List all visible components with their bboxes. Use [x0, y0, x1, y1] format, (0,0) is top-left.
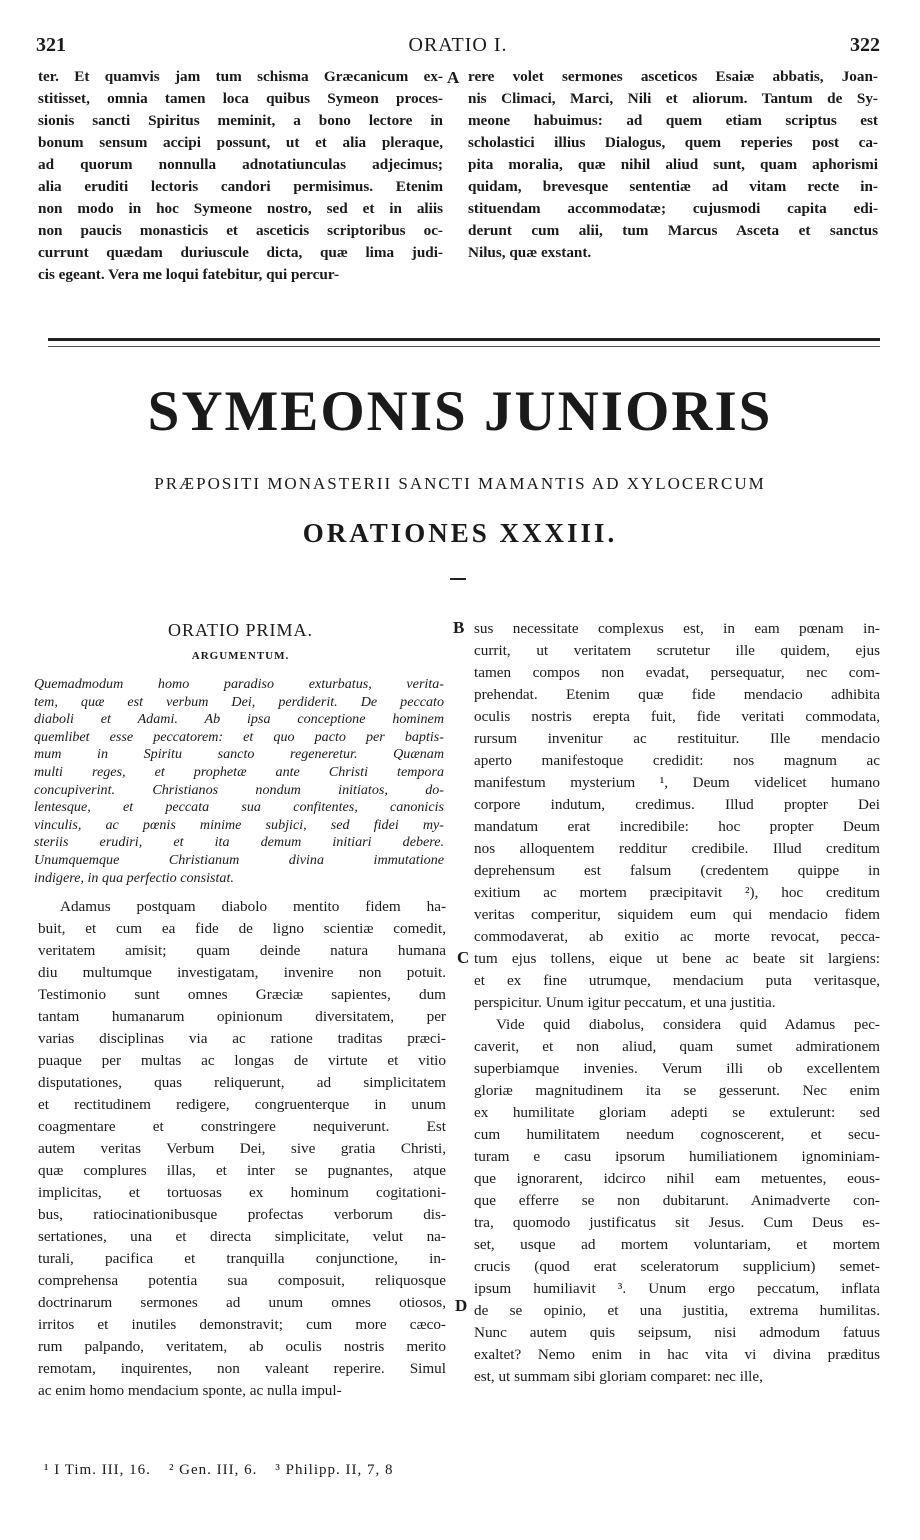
argumentum-line: quemlibet esse peccatorem: et quo pacto per baptis-: [34, 728, 444, 745]
text-line: veritas comperitur, siquidem eum qui mendacio fidem: [474, 906, 880, 923]
footnote: ¹ I Tim. III, 16.: [44, 1462, 151, 1478]
text-line: et rectitudinem redigere, congruenterque in unum: [38, 1096, 446, 1113]
text-line: exitium ac mortem præcipitavit ²), hoc creditum: [474, 884, 880, 901]
text-line: ac enim homo mendacium sponte, ac nulla impul-: [38, 1382, 342, 1399]
text-line: stituendam accommodatæ; cujusmodi capita edi-: [468, 200, 878, 217]
text-line: pita moralia, quæ nihil aliud sunt, quam aphorismi: [468, 156, 878, 173]
text-line: ex humilitate gloriam adepti se extulerunt: sed: [474, 1104, 880, 1121]
text-line: meone habuimus: ad quem etiam scriptus est: [468, 112, 878, 129]
text-line: currunt quædam duriuscule dicta, quæ lima judi-: [38, 244, 443, 261]
text-line: disputationes, quas reliquerunt, ad simplicitatem: [38, 1074, 446, 1091]
text-line: stitisset, omnia tamen loca quibus Symeon proces-: [38, 90, 443, 107]
oratio-heading: ORATIO PRIMA.: [167, 620, 313, 640]
margin-letter-c: C: [457, 948, 470, 967]
argumentum-line: diaboli et Adami. Ab ipsa conceptione hominem: [34, 711, 444, 728]
text-line: gloriæ magnitudinem ita se gesserunt. Nec enim: [474, 1082, 880, 1099]
text-line: Nilus, quæ exstant.: [468, 244, 592, 261]
argumentum-line: steriis erudiri, et ita demum initiari debere.: [34, 834, 444, 851]
text-line: puaque per multas ac longas de virtute et vitio: [38, 1052, 446, 1069]
text-line: Adamus postquam diabolo mentito fidem ha-: [60, 898, 446, 915]
text-line: turam e casu ipsorum humiliationem ignominiam-: [474, 1148, 880, 1165]
text-line: currit, ut veritatem scrutetur ille quidem, ejus: [474, 642, 880, 659]
text-line: crucis (quod erat sceleratorum supplicium) semet-: [474, 1258, 880, 1275]
text-line: Vide quid diabolus, considera quid Adamus pec-: [496, 1016, 880, 1033]
text-line: nos alloquentem redditur credibile. Illud creditum: [474, 840, 880, 857]
text-line: que ignorarent, idcirco nihil eam metuentes, eous-: [474, 1170, 880, 1187]
text-line: diu multumque investigatam, invenire non potuit.: [38, 964, 446, 981]
text-line: tamen compos non evadat, persequatur, nec com-: [474, 664, 880, 681]
text-line: irritos et inutiles demonstravit; cum more cæco-: [38, 1316, 446, 1333]
argumentum-line: vinculis, ac pœnis minime subjici, sed fidei my-: [34, 816, 444, 833]
margin-letter-a: A: [447, 68, 460, 87]
text-line: Testimonio sunt omnes Græciæ sapientes, dum: [38, 986, 446, 1003]
argumentum-label: ARGUMENTUM.: [191, 650, 290, 662]
text-line: quæ complures illas, et inter se pugnantes, atque: [38, 1162, 446, 1179]
text-line: remotam, inquirentes, non valeant reperire. Simul: [38, 1360, 446, 1377]
text-line: turali, pacifica et tranquilla conjunctione, in-: [38, 1250, 446, 1267]
left-body-column: [38, 896, 446, 1402]
margin-letter-d: D: [455, 1296, 468, 1315]
text-line: alia eruditi lectoris candori permisimus. Etenim: [38, 178, 443, 195]
text-line: commodaverat, ab exitio ac morte revocat, pecca-: [474, 928, 880, 945]
text-line: non paucis monasticis et asceticis scriptoribus oc-: [38, 222, 443, 239]
subtitle: PRÆPOSITI MONASTERII SANCTI MAMANTIS AD XYLOCERCUM: [154, 474, 766, 493]
text-line: sionis sancti Spiritus meminit, a bono lectore in: [38, 112, 443, 129]
short-divider: [450, 578, 466, 580]
text-line: implicitas, et tortuosas ex hominum cogitationi-: [38, 1184, 446, 1201]
text-line: mandatum erat incredibile: hoc propter Deum: [474, 818, 880, 835]
argumentum-line: Unumquemque Christianum divina immutatione: [34, 851, 444, 868]
text-line: ad quorum nonnulla adnotatiunculas adjecimus;: [38, 156, 443, 173]
text-line: Nunc autem quis seipsum, nisi admodum fatuus: [474, 1324, 880, 1341]
top-left-column: [38, 66, 443, 286]
text-line: doctrinarum sermones ad unum omnes otiosos,: [38, 1294, 446, 1311]
text-line: aperto manifestoque credidit: nos magnum ac: [474, 752, 880, 769]
text-line: veritatem amisit; quam deinde natura humana: [38, 942, 446, 959]
text-line: coagmentare et constringere nequiverunt. Est: [38, 1118, 446, 1135]
section-divider: [48, 338, 880, 347]
text-line: tum ejus tollens, eique ut bene ac beate sit largiens:: [474, 950, 880, 967]
argumentum-text: [34, 676, 444, 887]
text-line: ipsum humiliavit ³. Unum ergo peccatum, inflata: [474, 1280, 880, 1297]
argumentum-line: tem, quæ est verbum Dei, perdiderit. De peccato: [34, 693, 444, 710]
left-page-number: 321: [36, 34, 66, 56]
text-line: tra, quomodo justificatus sit Jesus. Cum Deus es-: [474, 1214, 880, 1231]
running-title: ORATIO I.: [408, 34, 508, 56]
text-line: derunt cum alii, tum Marcus Asceta et sanctus: [468, 222, 878, 239]
text-line: rum palpando, veritatem, ab oculis nostris merito: [38, 1338, 446, 1355]
text-line: perspicitur. Unum igitur peccatum, et una justitia.: [474, 994, 776, 1011]
argumentum-line: indigere, in qua perfectio consistat.: [34, 869, 234, 886]
text-line: cum humilitatem needum cognoscerent, et secu-: [474, 1126, 880, 1143]
footnote: ³ Philipp. II, 7, 8: [275, 1462, 394, 1478]
text-line: oculis nostris erepta fuit, fide veritati commodata,: [474, 708, 880, 725]
text-line: autem veritas Verbum Dei, sive gratia Christi,: [38, 1140, 446, 1157]
text-line: comprehensa potentia sua composuit, reliquosque: [38, 1272, 446, 1289]
text-line: et ex fine utrumque, mendacium puta veritasque,: [474, 972, 880, 989]
text-line: tantam humanarum opinionum diversitatem, per: [38, 1008, 446, 1025]
text-line: buit, et cum ea fide de ligno scientiæ comedit,: [38, 920, 446, 937]
text-line: ter. Et quamvis jam tum schisma Græcanicum ex-: [38, 68, 443, 85]
running-header: [36, 34, 880, 60]
text-line: prehendat. Etenim quæ fide mendacio adhibita: [474, 686, 880, 703]
argumentum-line: mum in Spiritu sancto regeneretur. Quænam: [34, 746, 444, 763]
text-line: superbiamque invenies. Verum illi ob excellentem: [474, 1060, 880, 1077]
text-line: sus necessitate complexus est, in eam pœnam in-: [474, 620, 880, 637]
argumentum-line: lentesque, et peccata sua confitentes, canonicis: [34, 799, 444, 816]
text-line: deprehensum est falsum (credentem quippe in: [474, 862, 880, 879]
text-line: de se opinio, et una justitia, extrema humilitas.: [474, 1302, 880, 1319]
text-line: set, usque ad mortem voluntariam, et mortem: [474, 1236, 880, 1253]
right-page-number: 322: [850, 34, 880, 56]
text-line: scholastici illius Dialogus, quem reperies post ca-: [468, 134, 878, 151]
text-line: rursum invenitur ac restituitur. Ille mendacio: [474, 730, 880, 747]
text-line: cis egeant. Vera me loqui fatebitur, qui percur-: [38, 266, 340, 283]
argumentum-line: Quemadmodum homo paradiso exturbatus, verita-: [34, 676, 444, 692]
text-line: manifestum mysterium ¹, Deum videlicet humano: [474, 774, 880, 791]
margin-letter-b: B: [453, 618, 465, 637]
top-right-column: [468, 66, 878, 264]
text-line: nis Climaci, Marci, Nili et aliorum. Tantum de Sy-: [468, 90, 878, 107]
text-line: bonum sensum accipi possunt, ut et alia pleraque,: [38, 134, 443, 151]
text-line: corpore indutum, credimus. Illud propter Dei: [474, 796, 880, 813]
text-line: est, ut summam sibi gloriam comparet: nec ille,: [474, 1368, 763, 1385]
footnotes: [44, 1462, 412, 1479]
text-line: non modo in hoc Symeone nostro, sed et in aliis: [38, 200, 443, 217]
argumentum-line: concupiverint. Christianos nondum initiatos, do-: [34, 781, 444, 798]
text-line: que efferre se non dubitarunt. Animadverte con-: [474, 1192, 880, 1209]
text-line: caverit, et non aliud, quam sumet admirationem: [474, 1038, 880, 1055]
text-line: varias disciplinas via ac ratione traditas præci-: [38, 1030, 446, 1047]
text-line: quidam, brevesque sententiæ ad vitam recte in-: [468, 178, 878, 195]
footnote: ² Gen. III, 6.: [168, 1462, 258, 1478]
text-line: rere volet sermones asceticos Esaiæ abbatis, Joan-: [468, 68, 878, 85]
argumentum-line: multi reges, et prophetæ ante Christi tempora: [34, 763, 444, 780]
orationes-title: ORATIONES XXXIII.: [302, 518, 618, 548]
text-line: bus, ratiocinationibusque profectas verborum dis-: [38, 1206, 446, 1223]
text-line: exaltet? Nemo enim in hac vita vi divina præditus: [474, 1346, 880, 1363]
text-line: sertationes, una et directa simplicitate, velut na-: [38, 1228, 446, 1245]
right-body-column: [474, 618, 880, 1388]
main-title: SYMEONIS JUNIORIS: [147, 380, 773, 443]
